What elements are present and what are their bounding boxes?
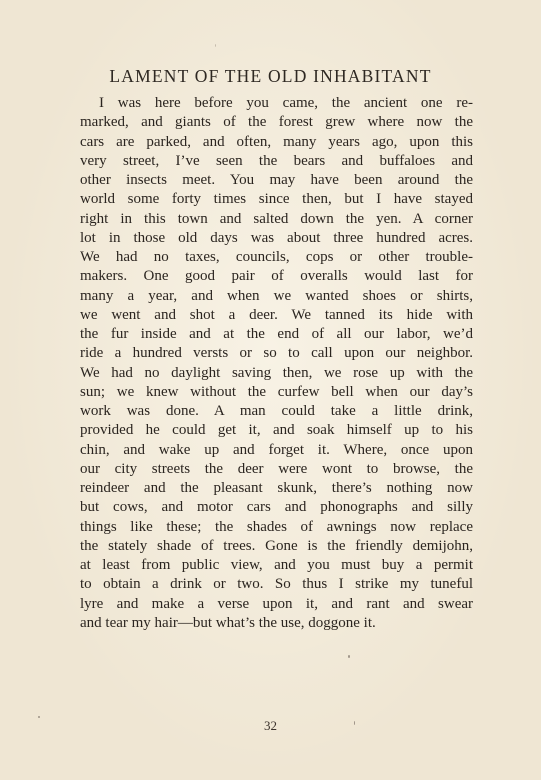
text-line: ride a hundred versts or so to call upon our neighbor. [80, 345, 473, 362]
text-line: things like these; the shades of awnings now replace [80, 518, 473, 535]
poem-title: LAMENT OF THE OLD INHABITANT [109, 66, 432, 86]
paper-speck [348, 655, 350, 658]
text-line: the stately shade of trees. Gone is the friendly demijohn, [80, 537, 473, 554]
paper-speck [354, 721, 355, 725]
poem-body [80, 94, 473, 633]
text-line: but cows, and motor cars and phonographs and silly [80, 499, 473, 516]
text-line: makers. One good pair of overalls would last for [80, 268, 473, 285]
text-line: chin, and wake up and forget it. Where, once upon [80, 441, 473, 458]
text-line: I was here before you came, the ancient one re- [99, 95, 473, 111]
text-line: lyre and make a verse upon it, and rant and swear [80, 595, 473, 612]
text-line: lot in those old days was about three hundred acres. [80, 229, 473, 246]
text-line: right in this town and salted down the yen. A corner [80, 210, 473, 227]
text-line: sun; we knew without the curfew bell when our day’s [80, 383, 473, 400]
text-line: many a year, and when we wanted shoes or shirts, [80, 287, 473, 304]
paper-speck [38, 716, 40, 718]
page-number: 32 [264, 718, 277, 733]
text-line: the fur inside and at the end of all our labor, we’d [80, 326, 473, 342]
text-line: to obtain a drink or two. So thus I strike my tuneful [80, 576, 473, 593]
text-line: at least from public view, and you must buy a permit [80, 557, 473, 573]
text-line: We had no taxes, councils, cops or other trouble- [80, 249, 473, 265]
text-line: marked, and giants of the forest grew where now the [80, 114, 473, 131]
paper-speck [215, 44, 216, 47]
text-line: cars are parked, and often, many years ago, upon this [80, 133, 473, 150]
text-line: provided he could get it, and soak himself up to his [80, 422, 473, 439]
text-line: world some forty times since then, but I have stayed [80, 191, 473, 208]
text-line: we went and shot a deer. We tanned its hide with [80, 306, 473, 323]
text-line: other insects meet. You may have been around the [80, 172, 473, 188]
text-line: We had no daylight saving then, we rose up with the [80, 364, 473, 381]
text-line: reindeer and the pleasant skunk, there’s nothing now [80, 480, 473, 496]
text-line: our city streets the deer were wont to browse, the [80, 460, 473, 477]
text-line: work was done. A man could take a little drink, [80, 403, 473, 419]
text-line: very street, I’ve seen the bears and buffaloes and [80, 152, 473, 169]
text-line: and tear my hair—but what’s the use, doggone it. [80, 614, 376, 631]
